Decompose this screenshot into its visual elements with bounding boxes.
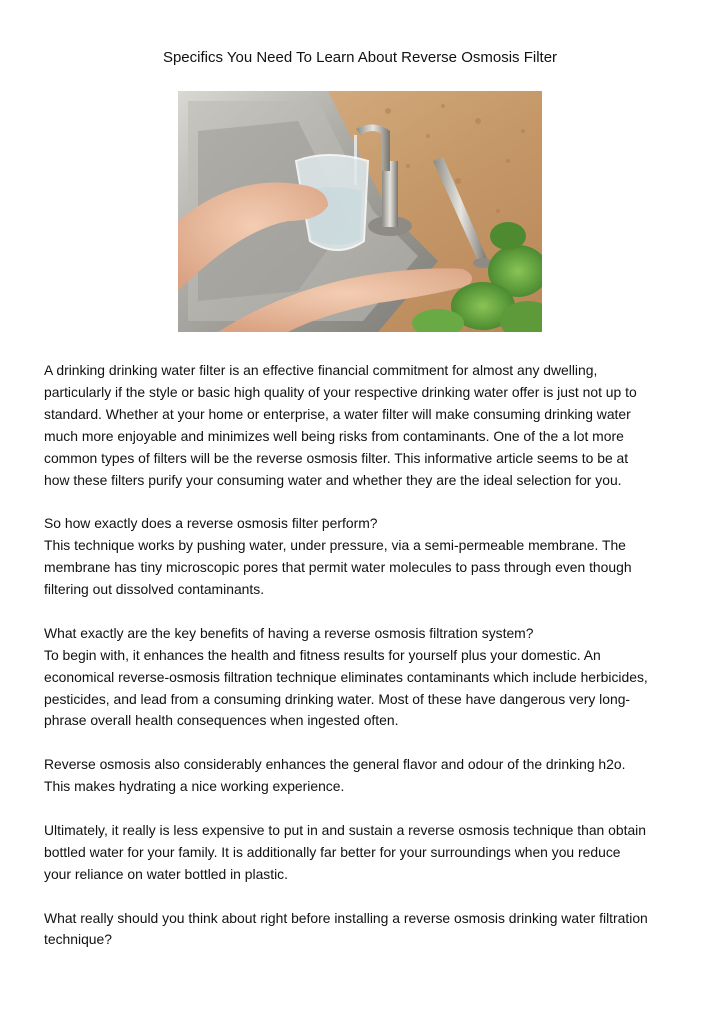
document-title: Specifics You Need To Learn About Reverse Osmosis Filter <box>162 49 558 66</box>
paragraph: What exactly are the key benefits of having a reverse osmosis filtration system? To begin with, it enhances the health and fitness results for yourself plus your domestic. An economical reverse-osmosis filtration technique eliminates contaminants which include herbicides, pesticides, and lead from a consuming drinking water. Most of these have dangerous very long- phrase overall health consequences when ingested often. <box>44 624 648 729</box>
paragraph: What really should you think about right before installing a reverse osmosis drinking water filtration technique? <box>44 909 648 948</box>
faucet-glass-photo <box>178 91 542 332</box>
paragraph: A drinking drinking water filter is an effective financial commitment for almost any dwelling, particularly if the style or basic high quality of your respective drinking water offer is just not up to standard. Whether at your home or enterprise, a water filter will make consuming drinking water much more enjoyable and minimizes well being risks from contaminants. One of the a lot more common types of filters will be the reverse osmosis filter. This informative article seems to be at how these filters purify your consuming water and whether they are the ideal selection for you. <box>44 362 637 488</box>
article-body <box>44 360 684 973</box>
paragraph: Ultimately, it really is less expensive to put in and sustain a reverse osmosis technique than obtain bottled water for your family. It is additionally far better for your surroundings when you reduce your reliance on water bottled in plastic. <box>44 821 646 882</box>
paragraph: So how exactly does a reverse osmosis filter perform? This technique works by pushing water, under pressure, via a semi-permeable membrane. The membrane has tiny microscopic pores that permit water molecules to pass through even though filtering out dissolved contaminants. <box>44 515 632 598</box>
paragraph: Reverse osmosis also considerably enhances the general flavor and odour of the drinking h2o. This makes hydrating a nice working experience. <box>44 756 626 795</box>
